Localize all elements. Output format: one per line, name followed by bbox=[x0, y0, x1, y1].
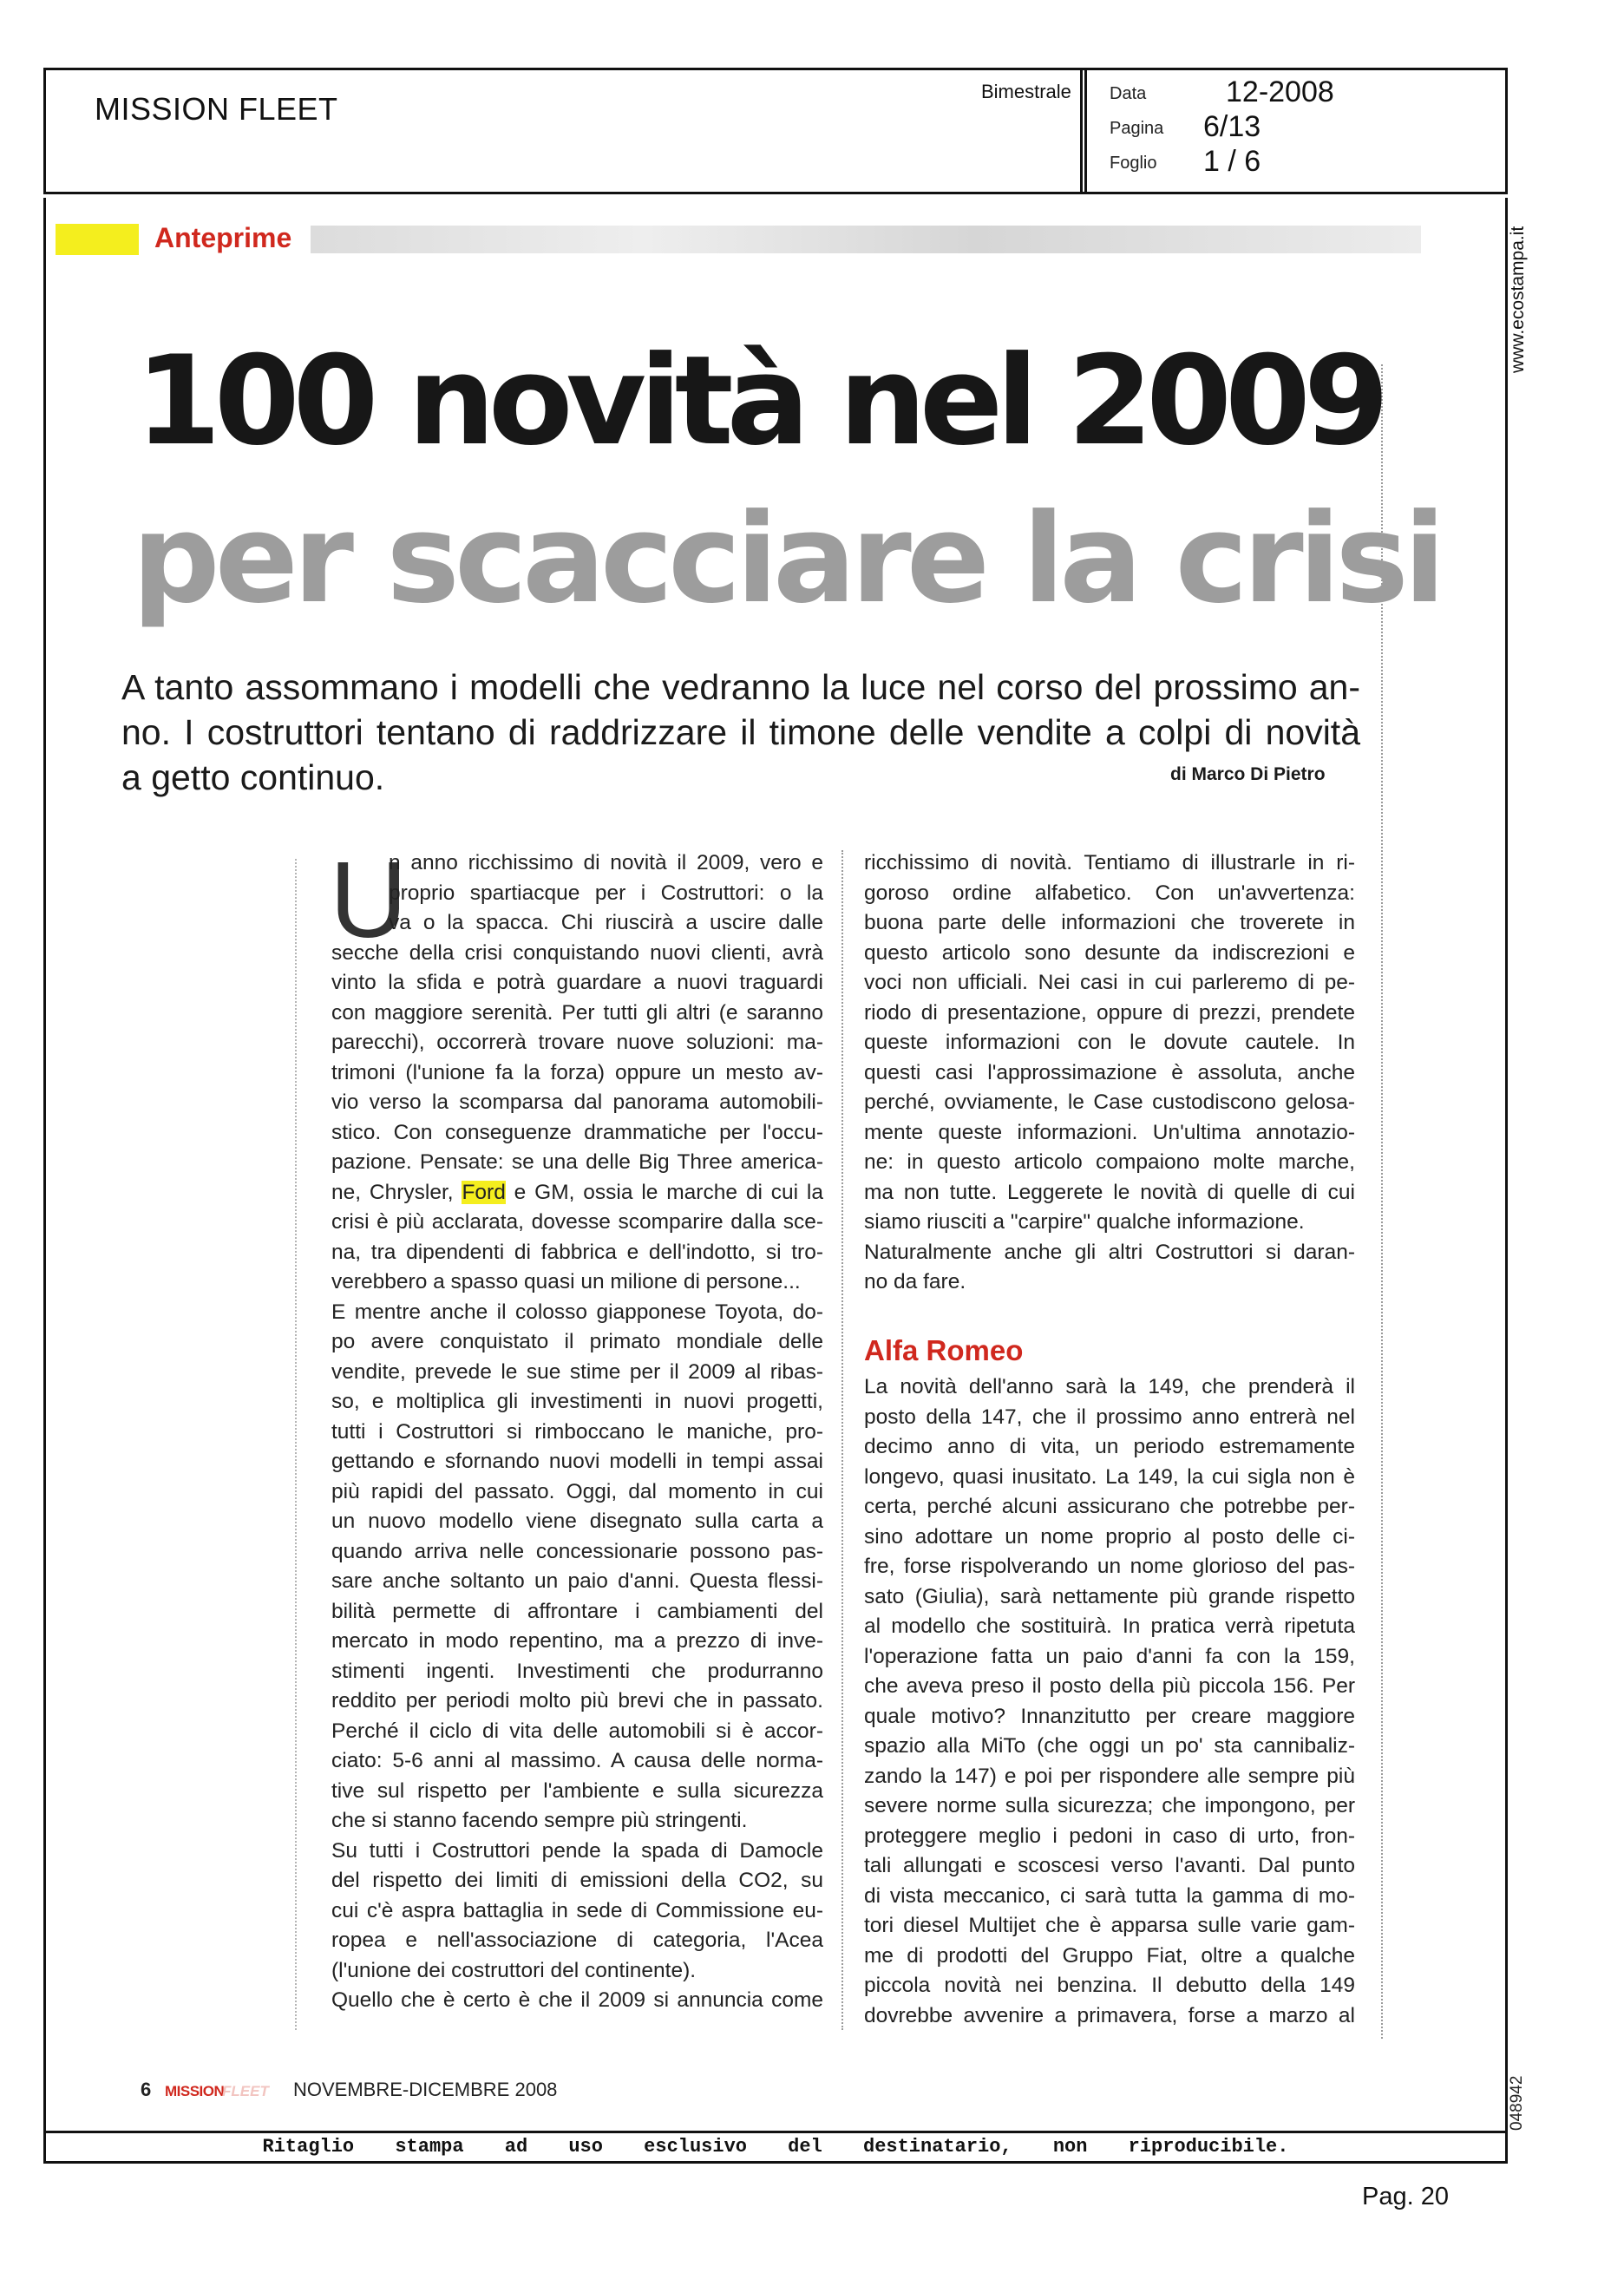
text-line: sino adottare un nome proprio al posto delle ci- bbox=[864, 1524, 1355, 1549]
text-line: n anno ricchissimo di novità il 2009, vero e bbox=[389, 851, 823, 874]
text-line: no da fare. bbox=[864, 1270, 966, 1293]
text-line: ciato: 5-6 anni al massimo. A causa delle norma- bbox=[331, 1749, 823, 1772]
text-line: ma non tutte. Leggerete le novità di quelle di cui bbox=[864, 1180, 1355, 1204]
text-line: po avere conquistato il primato mondiale delle bbox=[331, 1330, 823, 1353]
text-line: tori diesel Multijet che è apparsa sulle varie gam- bbox=[864, 1914, 1355, 1937]
text-line: va o la spacca. Chi riuscirà a uscire dalle bbox=[389, 911, 823, 934]
text-line: Naturalmente anche gli altri Costruttori si daran- bbox=[864, 1240, 1355, 1264]
text-line: (l'unione dei costruttori del continente). bbox=[331, 1958, 697, 1982]
text-line: tive sul rispetto per l'ambiente e sulla sicurezza bbox=[331, 1778, 823, 1803]
sheet-value: 1 / 6 bbox=[1203, 145, 1261, 178]
text-line: cui c'è aspra battaglia in sede di Commissione eu- bbox=[331, 1898, 823, 1922]
text-line: me di prodotti del Gruppo Fiat, oltre a qualche bbox=[864, 1943, 1355, 1968]
text-line: che aveva preso il posto della più piccola 156. Per bbox=[864, 1674, 1355, 1698]
mission-fleet-logo bbox=[165, 2080, 286, 2099]
text-line: fre, forse rispolverando un nome glorioso del pas- bbox=[864, 1555, 1355, 1578]
periodicity: Bimestrale bbox=[981, 81, 1071, 102]
deck-line: no. I costruttori tentano di raddrizzare il timone delle vendite a colpi di novità bbox=[121, 712, 1360, 752]
article-column-2-alfa bbox=[864, 1372, 1355, 2031]
side-code-text: 048942 bbox=[1508, 2075, 1526, 2131]
text-line: parecchi), occorrerà trovare nuove soluzioni: ma- bbox=[331, 1031, 823, 1054]
text-line: La novità dell'anno sarà la 149, che prenderà il bbox=[864, 1375, 1355, 1398]
ford-line bbox=[331, 1178, 823, 1208]
page-label: Pagina bbox=[1110, 119, 1164, 138]
text-line: sato (Giulia), sarà nettamente più grande rispetto bbox=[864, 1584, 1355, 1608]
text-line: stimenti ingenti. Investimenti che produrranno bbox=[331, 1659, 823, 1683]
text-line: zando la 147) e poi per rispondere alle sempre più bbox=[864, 1764, 1355, 1788]
text-line: proprio spartiacque per i Costruttori: o la bbox=[389, 881, 823, 905]
header-box bbox=[43, 68, 1508, 194]
text-line: tali allungati e scoscesi verso l'avanti. Dal punto bbox=[864, 1854, 1355, 1877]
text-line: pazione. Pensate: se una delle Big Three america- bbox=[331, 1150, 823, 1174]
text-line: decimo anno di vita, un periodo estremamente bbox=[864, 1435, 1355, 1458]
text-line: di vista meccanico, ci sarà tutta la gamma di mo- bbox=[864, 1883, 1355, 1908]
text-line: queste informazioni con le dovute cautele. In bbox=[864, 1031, 1355, 1054]
text-line: ricchissimo di novità. Tentiamo di illustrarle in ri- bbox=[864, 851, 1355, 874]
deck-line: A tanto assommano i modelli che vedranno la luce nel corso del prossimo an- bbox=[121, 667, 1360, 707]
text-line: piccola novità nei benzina. Il debutto della 149 bbox=[864, 1974, 1355, 1997]
ford-line-before: ne, Chrysler, bbox=[331, 1180, 462, 1204]
sheet-label: Foglio bbox=[1110, 154, 1157, 173]
column-1-intro bbox=[331, 848, 823, 939]
text-line: mercato in modo repentino, ma a prezzo di inve- bbox=[331, 1629, 823, 1653]
section-label: Anteprime bbox=[154, 222, 292, 253]
text-line: spazio alla MiTo (che oggi un po' sta cannibaliz- bbox=[864, 1734, 1355, 1758]
text-line: ne: in questo articolo compaiono molte marche, bbox=[864, 1150, 1355, 1174]
headline-line-1: 100 novità nel 2009 bbox=[135, 330, 1383, 473]
text-line: l'operazione fatta un paio d'anni fa con la 159, bbox=[864, 1644, 1355, 1668]
text-line: al modello che sostituirà. In pratica verrà ripetuta bbox=[864, 1614, 1355, 1638]
headline-line-2: per scacciare la crisi bbox=[132, 488, 1441, 631]
column-1-part-b bbox=[331, 1208, 823, 2016]
text-line: longevo, quasi inusitato. La 149, la cui sigla non è bbox=[864, 1464, 1355, 1489]
text-line: quale motivo? Innanzitutto per creare maggiore bbox=[864, 1704, 1355, 1728]
text-line: ropea e nell'associazione di categoria, l'Acea bbox=[331, 1929, 823, 1952]
date-value: 12-2008 bbox=[1226, 75, 1334, 108]
text-line: certa, perché alcuni assicurano che potrebbe per- bbox=[864, 1495, 1355, 1518]
text-line: mente queste informazioni. Un'ultima annotazio- bbox=[864, 1120, 1355, 1144]
column-2-part-b bbox=[864, 1372, 1355, 2031]
drop-cap: U bbox=[330, 841, 408, 960]
text-line: posto della 147, che il prossimo anno entrerà nel bbox=[864, 1405, 1355, 1429]
text-line: vinto la sfida e potrà guardare a nuovi traguardi bbox=[331, 971, 823, 994]
issue-date: NOVEMBRE-DICEMBRE 2008 bbox=[293, 2079, 558, 2100]
clipping-rule bbox=[43, 2131, 1508, 2133]
clipping-note: Ritaglio stampa ad uso esclusivo del destinatario, non riproducibile. bbox=[262, 2136, 1289, 2158]
section-marker-bar bbox=[56, 224, 139, 255]
text-line: severe norme sulla sicurezza; che impongono, per bbox=[864, 1794, 1355, 1817]
alfa-romeo-heading: Alfa Romeo bbox=[864, 1334, 1024, 1366]
text-line: bilità permette di affrontare i cambiamenti del bbox=[331, 1599, 823, 1623]
text-line: tutti i Costruttori si rimboccano le maniche, pro- bbox=[331, 1419, 823, 1444]
ford-line-after: e GM, ossia le marche di cui la bbox=[505, 1180, 823, 1204]
text-line: dovrebbe avvenire a primavera, forse a marzo al bbox=[864, 2003, 1355, 2027]
text-line: proteggere meglio i pedoni in caso di urto, fron- bbox=[864, 1824, 1355, 1848]
deck-line: a getto continuo. bbox=[121, 757, 385, 797]
side-website-text: www.ecostampa.it bbox=[1508, 226, 1528, 373]
publication-name: MISSION FLEET bbox=[95, 91, 338, 127]
text-line: questi casi l'approssimazione è assoluta, anche bbox=[864, 1060, 1355, 1084]
byline: di Marco Di Pietro bbox=[1170, 764, 1326, 784]
text-line: so, e moltiplica gli investimenti in nuovi progetti, bbox=[331, 1390, 823, 1413]
logo-fleet: FLEET bbox=[222, 2083, 269, 2099]
text-line: trimoni (l'unione fa la forza) oppure un mesto av- bbox=[331, 1060, 823, 1084]
dotted-column-rule bbox=[841, 850, 843, 2030]
text-line: del rispetto dei limiti di emissioni della CO2, su bbox=[331, 1869, 823, 1892]
text-line: Quello che è certo è che il 2009 si annuncia come bbox=[331, 1988, 823, 2012]
text-line: Perché il ciclo di vita delle automobili si è accor- bbox=[331, 1719, 823, 1743]
text-line: vio verso la scomparsa dal panorama automobili- bbox=[331, 1090, 823, 1114]
text-line: questo articolo sono desunte da indiscrezioni e bbox=[864, 940, 1355, 965]
text-line: verebbero a spasso quasi un milione di persone... bbox=[331, 1270, 801, 1293]
logo-mission: MISSION bbox=[165, 2083, 225, 2099]
side-code bbox=[1508, 2065, 1537, 2134]
text-line: siamo riusciti a "carpire" qualche informazione. bbox=[864, 1210, 1305, 1234]
text-line: quando arriva nelle concessionarie possono pas- bbox=[331, 1539, 823, 1563]
article-column-1 bbox=[330, 841, 823, 2016]
text-line: goroso ordine alfabetico. Con un'avvertenza: bbox=[864, 881, 1355, 905]
side-website bbox=[1508, 208, 1537, 382]
text-line: crisi è più acclarata, dovesse scomparire dalla sce- bbox=[331, 1210, 823, 1234]
page-reference: Pag. 20 bbox=[1362, 2183, 1449, 2210]
text-line: più rapidi del passato. Oggi, dal momento in cui bbox=[331, 1479, 823, 1503]
dotted-rule-left bbox=[295, 859, 297, 2030]
text-line: secche della crisi conquistando nuovi clienti, avrà bbox=[331, 940, 823, 965]
text-line: con maggiore serenità. Per tutti gli altri (e saranno bbox=[331, 1000, 823, 1025]
ford-highlight: Ford bbox=[462, 1180, 506, 1204]
page-number: 6 bbox=[141, 2079, 152, 2100]
text-line: che si stanno facendo sempre più stringenti. bbox=[331, 1809, 748, 1832]
text-line: gettando e sfornando nuovi modelli in tempi assai bbox=[331, 1450, 823, 1473]
date-label: Data bbox=[1110, 84, 1147, 103]
text-line: buona parte delle informazioni che troverete in bbox=[864, 911, 1355, 934]
column-2-part-a bbox=[864, 848, 1355, 1298]
page-value: 6/13 bbox=[1203, 110, 1261, 143]
column-1-part-a bbox=[331, 939, 823, 1178]
header-divider bbox=[1080, 70, 1087, 192]
section-header-strip bbox=[311, 226, 1421, 253]
text-line: voci non ufficiali. Nei casi in cui parleremo di pe- bbox=[864, 971, 1355, 994]
text-line: sare anche soltanto un paio d'anni. Questa flessi- bbox=[331, 1569, 823, 1593]
text-line: perché, ovviamente, le Case custodiscono gelosa- bbox=[864, 1090, 1355, 1114]
article-column-2 bbox=[864, 848, 1355, 1298]
text-line: Su tutti i Costruttori pende la spada di Damocle bbox=[331, 1838, 823, 1863]
text-line: riodo di presentazione, oppure di prezzi, prendete bbox=[864, 1000, 1355, 1025]
text-line: un nuovo modello viene disegnato sulla carta a bbox=[331, 1510, 823, 1533]
text-line: na, tra dipendenti di fabbrica e dell'indotto, si tro- bbox=[331, 1240, 823, 1264]
text-line: E mentre anche il colosso giapponese Toyota, do- bbox=[331, 1300, 823, 1324]
text-line: vendite, prevede le sue stime per il 2009 al ribas- bbox=[331, 1359, 823, 1384]
text-line: reddito per periodi molto più brevi che in passato. bbox=[331, 1689, 823, 1713]
text-line: stico. Con conseguenze drammatiche per l'occu- bbox=[331, 1120, 823, 1144]
